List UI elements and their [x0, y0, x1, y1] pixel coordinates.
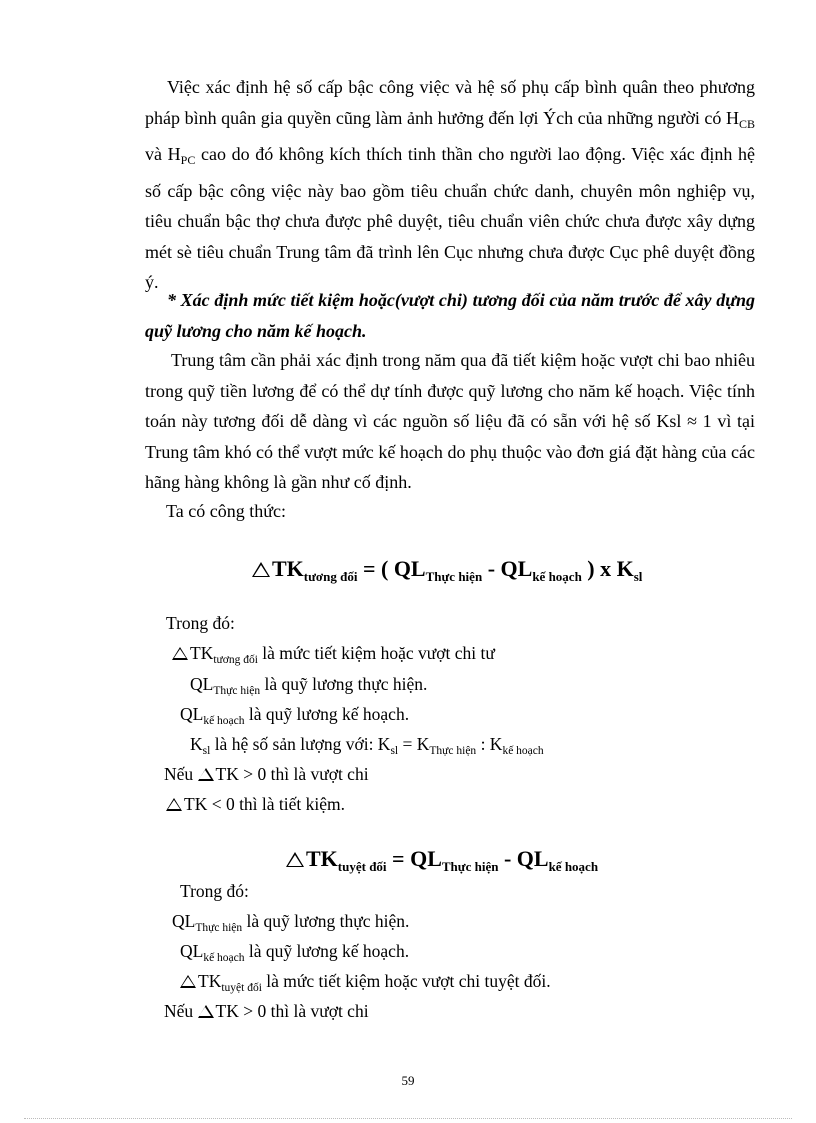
paragraph-1-text-c: cao do đó không kích thích tinh thần cho người lao động. Việc xác định hệ số cấp bậc công việc này bao gồm tiêu chuẩn chức danh, chuyên môn nghiệp vụ, tiêu chuẩn bậc thợ chưa được phê duyệt, tiêu chuẩn viên chức chưa được xây dựng mét sè tiêu chuẩn Trung tâm đã trình lên Cục nhưng chưa được Cục phê duyệt đồng ý.: [145, 144, 755, 292]
symbol-sub: kế hoạch: [203, 952, 245, 964]
formula-eq: = QL: [386, 846, 442, 871]
where-title-2: Trong đó:: [180, 881, 249, 901]
description: là quỹ lương kế hoạch.: [244, 941, 410, 961]
formula-close: ) x K: [581, 556, 634, 581]
symbol: TK: [198, 971, 222, 991]
paragraph-1: [145, 72, 755, 298]
description: là mức tiết kiệm hoặc vượt chi tư: [257, 643, 495, 663]
description: là hệ số sản lượng với: K: [210, 734, 391, 754]
page-border: [24, 1118, 792, 1119]
formula-absolute: [286, 845, 598, 881]
delta-icon: [198, 768, 214, 781]
where-title-1: Trong đó:: [166, 613, 235, 633]
formula-ql2-sub: kế hoạch: [548, 859, 599, 874]
delta-icon: [166, 798, 182, 811]
formula-tk: TK: [306, 846, 338, 871]
delta-icon: [172, 647, 188, 660]
delta-icon: [198, 1005, 214, 1018]
symbol-sub: tuyệt đối: [221, 982, 262, 994]
formula-relative: [252, 555, 642, 591]
symbol-sub: Thực hiện: [429, 745, 477, 757]
symbol: QL: [190, 674, 214, 694]
paragraph-1-text-b: và H: [145, 144, 181, 164]
formula-minus: - QL: [482, 556, 533, 581]
page-number: 59: [401, 1073, 415, 1088]
description: là quỹ lương thực hiện.: [242, 911, 410, 931]
description: là mức tiết kiệm hoặc vượt chi tuyệt đối.: [261, 971, 551, 991]
symbol-sub: kế hoạch: [203, 715, 245, 727]
formula-minus: - QL: [498, 846, 549, 871]
symbol: QL: [180, 704, 204, 724]
formula-k-sub: sl: [633, 569, 643, 584]
formula-tk-sub: tuyệt đối: [337, 859, 387, 874]
symbol-sub: sl: [202, 745, 211, 757]
paragraph-1-text-a: Việc xác định hệ số cấp bậc công việc và hệ số phụ cấp bình quân theo phương pháp bình quân gia quyền cũng làm ảnh hưởng đến lợi Ých của những người có H: [145, 77, 755, 128]
symbol: TK: [190, 643, 214, 663]
formula-ql2-sub: kế hoạch: [532, 569, 582, 584]
where-1-line-3: [180, 703, 409, 732]
where-2-line-4: [164, 1000, 369, 1022]
description: = K: [398, 734, 430, 754]
symbol-sub: Thực hiện: [213, 685, 261, 697]
symbol: K: [190, 734, 203, 754]
delta-icon: [286, 852, 304, 867]
formula-ql1-sub: Thực hiện: [441, 859, 499, 874]
subscript-cb: CB: [738, 116, 755, 131]
where-2-line-1: [172, 910, 409, 939]
symbol: QL: [180, 941, 204, 961]
delta-icon: [180, 975, 196, 988]
formula-eq-open: = ( QL: [357, 556, 426, 581]
description: là quỹ lương kế hoạch.: [244, 704, 410, 724]
description: TK > 0 thì là vượt chi: [215, 764, 369, 784]
description: là quỹ lương thực hiện.: [260, 674, 428, 694]
where-1-line-5: [164, 763, 369, 785]
formula-tk: TK: [272, 556, 304, 581]
symbol-sub: sl: [390, 745, 399, 757]
delta-icon: [252, 562, 270, 577]
where-1-line-1: [172, 642, 495, 671]
prefix: Nếu: [164, 764, 198, 784]
symbol-sub: kế hoạch: [502, 745, 544, 757]
formula-intro: Ta có công thức:: [166, 501, 286, 521]
where-2-line-2: [180, 940, 409, 969]
symbol: QL: [172, 911, 196, 931]
formula-ql1-sub: Thực hiện: [425, 569, 483, 584]
where-1-line-6: [166, 793, 345, 815]
symbol-sub: Thực hiện: [195, 922, 243, 934]
where-2-line-3: [180, 970, 551, 999]
where-1-line-4: [190, 733, 544, 762]
symbol-sub: tương đối: [213, 654, 258, 666]
prefix: Nếu: [164, 1001, 198, 1021]
paragraph-2: Trung tâm cần phải xác định trong năm qua đã tiết kiệm hoặc vượt chi bao nhiêu trong quỹ tiền lương để có thể dự tính được quỹ lương cho năm kế hoạch. Việc tính toán này tương đối dễ dàng vì các nguồn số liệu đã có sẵn với hệ số Ksl ≈ 1 vì tại Trung tâm khó có thể vượt mức kế hoạch do phụ thuộc vào đơn giá đặt hàng của các hãng hàng không là gần như cố định.: [145, 350, 755, 492]
description: TK > 0 thì là vượt chi: [215, 1001, 369, 1021]
where-1-line-2: [190, 673, 427, 702]
description: : K: [476, 734, 503, 754]
formula-tk-sub: tương đối: [303, 569, 358, 584]
section-heading: * Xác định mức tiết kiệm hoặc(vượt chi) tương đối của năm trước để xây dựng quỹ lương cho năm kế hoạch.: [145, 290, 755, 341]
subscript-pc: PC: [180, 153, 196, 167]
description: TK < 0 thì là tiết kiệm.: [184, 794, 346, 814]
